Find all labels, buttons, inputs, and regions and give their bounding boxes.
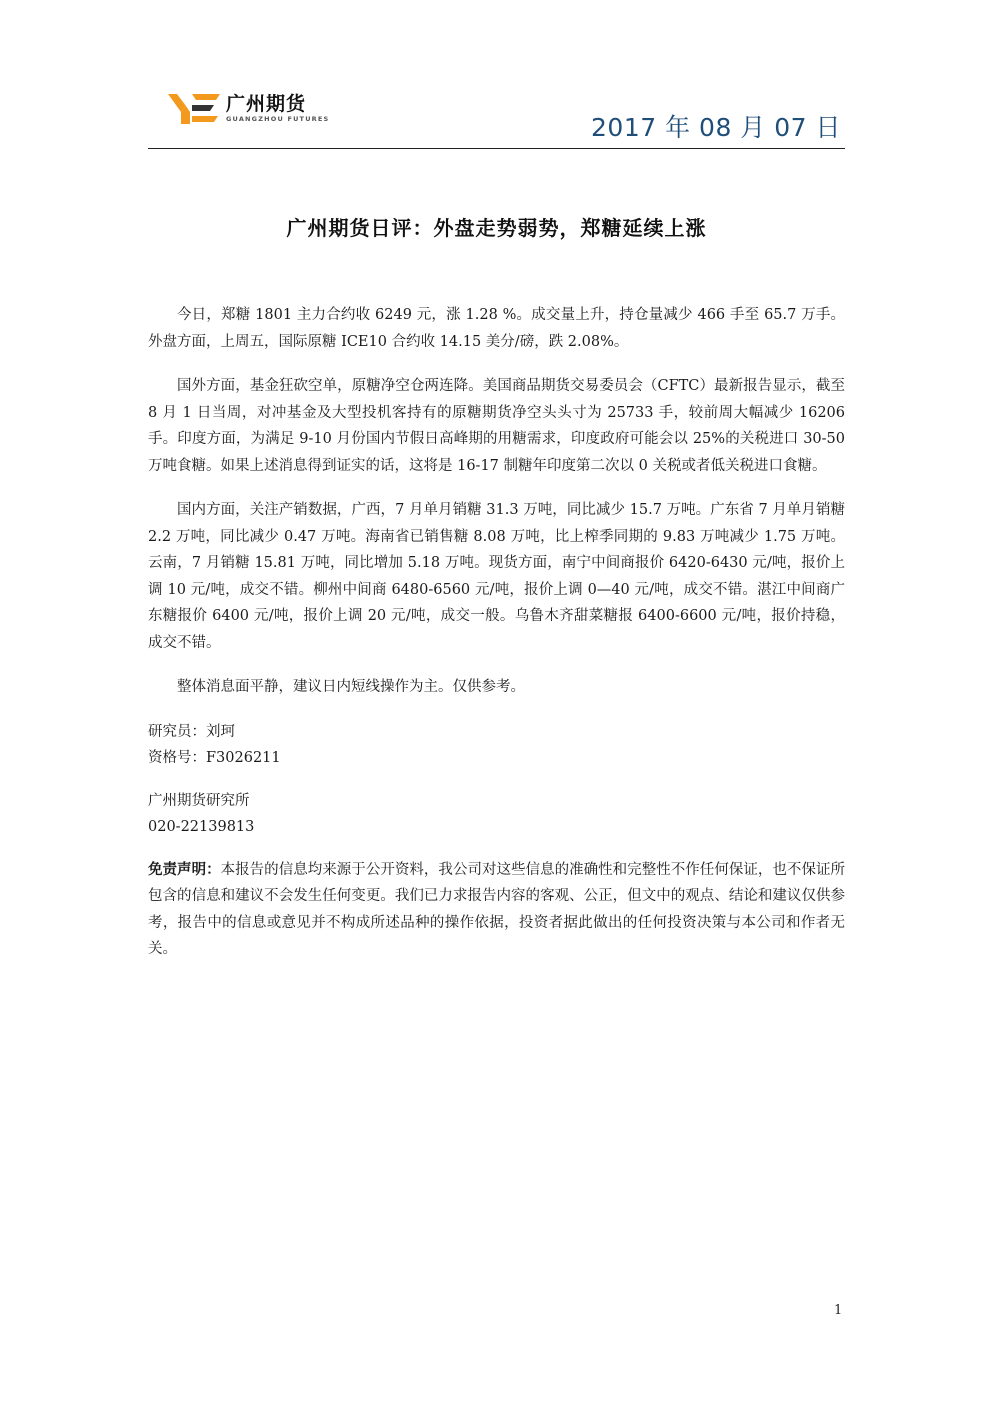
researcher-license: 资格号：F3026211 (148, 750, 281, 766)
company-logo (168, 88, 329, 128)
logo-english-name: GUANGZHOU FUTURES (226, 115, 330, 123)
institute-name: 广州期货研究所 (148, 792, 250, 809)
institute-info (148, 788, 845, 841)
disclaimer-label: 免责声明： (148, 860, 221, 878)
page-number: 1 (834, 1303, 843, 1318)
researcher-info (148, 719, 845, 772)
disclaimer (148, 857, 845, 963)
company-logo-mark-icon (168, 90, 220, 126)
paragraph-market-summary: 今日，郑糖 1801 主力合约收 6249 元，涨 1.28 %。成交量上升，持仓量减少 466 手至 65.7 万手。外盘方面，上周五，国际原糖 ICE10 合约收 14.15 美分/磅，跌 2.08%。 (148, 307, 845, 350)
paragraph-domestic: 国内方面，关注产销数据，广西，7 月单月销糖 31.3 万吨，同比减少 15.7 万吨。广东省 7 月单月销糖 2.2 万吨，同比减少 0.47 万吨。海南省已销售糖 8.08 万吨，比上榨季同期的 9.83 万吨减少 1.75 万吨。云南，7 月销糖 15.81 万吨，同比增加 5.18 万吨。现货方面，南宁中间商报价 6420-6430 元/吨，报价上调 10 元/吨，成交不错。柳州中间商 6480-6560 元/吨，报价上调 0—40 元/吨，成交不错。湛江中间商广东糖报价 6400 元/吨，报价上调 20 元/吨，成交一般。乌鲁木齐甜菜糖报 6400-6600 元/吨，报价持稳，成交不错。 (148, 502, 845, 651)
institute-phone: 020-22139813 (148, 819, 255, 835)
report-date: 2017 年 08 月 07 日 (591, 113, 841, 142)
page-header (148, 82, 845, 149)
paragraph-overseas: 国外方面，基金狂砍空单，原糖净空仓两连降。美国商品期货交易委员会（CFTC）最新报告显示，截至 8 月 1 日当周，对冲基金及大型投机客持有的原糖期货净空头头寸为 25733 手，较前周大幅减少 16206 手。印度方面，为满足 9-10 月份国内节假日高峰期的用糖需求，印度政府可能会以 25%的关税进口 30-50 万吨食糖。如果上述消息得到证实的话，这将是 16-17 制糖年印度第二次以 0 关税或者低关税进口食糖。 (148, 378, 845, 474)
logo-chinese-name: 广州期货 (226, 93, 307, 115)
report-body (148, 302, 845, 963)
disclaimer-text: 本报告的信息均来源于公开资料，我公司对这些信息的准确性和完整性不作任何保证，也不保证所包含的信息和建议不会发生任何变更。我们已力求报告内容的客观、公正，但文中的观点、结论和建议仅供参考，报告中的信息或意见并不构成所述品种的操作依据，投资者据此做出的任何投资决策与本公司和作者无关。 (148, 861, 845, 957)
researcher-name: 研究员：刘珂 (148, 723, 235, 740)
report-title: 广州期货日评：外盘走势弱势，郑糖延续上涨 (286, 216, 707, 240)
logo-text (226, 93, 329, 123)
paragraph-conclusion: 整体消息面平静，建议日内短线操作为主。仅供参考。 (177, 679, 525, 695)
